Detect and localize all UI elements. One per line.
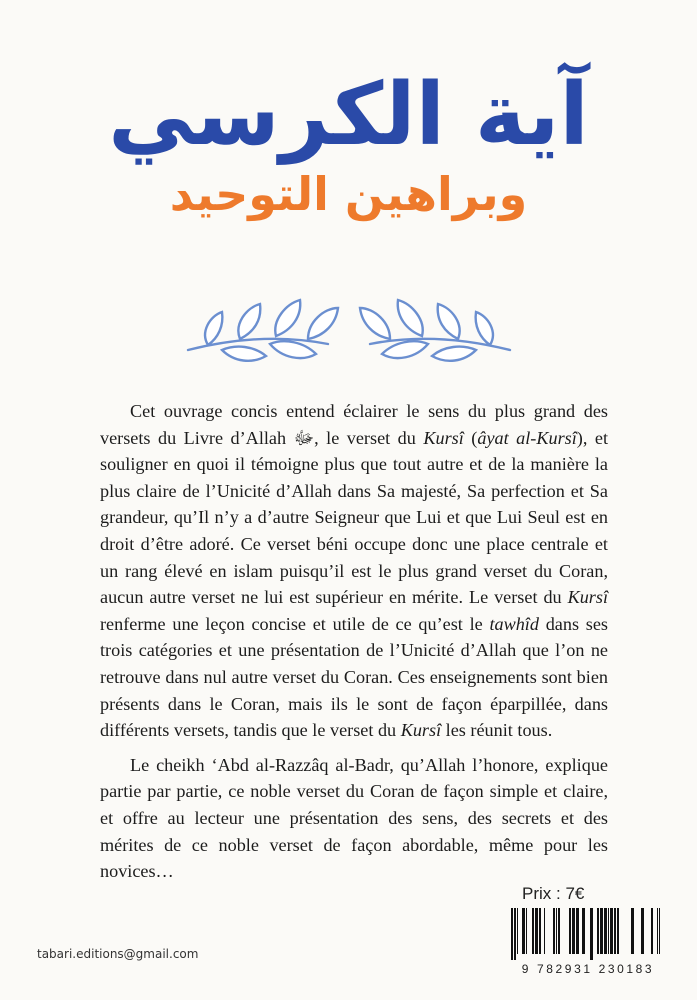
barcode-bar	[590, 908, 593, 960]
italic-term: Kursî	[400, 720, 442, 741]
barcode-icon	[507, 908, 669, 960]
barcode-bar	[641, 908, 644, 954]
barcode-bar	[659, 908, 660, 954]
barcode-bar	[526, 908, 527, 954]
isbn-number: 9 782931 230183	[521, 962, 655, 976]
text-segment: (	[463, 427, 478, 448]
barcode-bar	[576, 908, 579, 954]
barcode-bar	[600, 908, 603, 954]
barcode-bar	[569, 908, 571, 954]
text-segment: ), et souligner en quoi il témoigne plus que tout autre et de la manière la plus claire de l’Unicité d’Allah dans Sa majesté, Sa perfection et Sa grandeur, qu’Il n’y a d’autre Seigneur que Lui et que Lui Seul est en droit d’être adoré. Ce verset béni occupe donc une place centrale et un rang élevé en islam puisqu’il est le plus grand verset du Coran, aucun autre verset ne lui est supérieur en mérite. Le verset du	[100, 427, 608, 608]
barcode-bar	[514, 908, 516, 960]
description-paragraph-2: Le cheikh ‘Abd al-Razzâq al-Badr, qu’Allah l’honore, explique partie par partie, ce noble verset du Coran de façon simple et claire, et offre au lecteur une présentation des sens, des secrets et des mérites de ce noble verset de façon abordable, même pour les novices…	[100, 754, 608, 882]
back-cover-description	[100, 398, 608, 893]
arabic-subtitle: وبراهين التوحيد	[169, 167, 528, 221]
barcode-bar	[631, 908, 634, 954]
barcode-bar	[558, 908, 560, 954]
barcode-bar	[556, 908, 557, 954]
text-segment: ﷻ	[293, 427, 315, 448]
barcode-bar	[617, 908, 619, 954]
barcode-bar	[532, 908, 534, 954]
cover-title	[0, 40, 697, 224]
barcode-bar	[553, 908, 555, 954]
description-paragraph-1	[100, 398, 608, 744]
text-segment: Cet ouvrage concis entend éclairer le sens du plus grand des versets du Livre d’Allah	[100, 401, 608, 448]
italic-term: âyat al-Kursî	[477, 427, 577, 448]
italic-term: Kursî	[567, 587, 608, 608]
text-segment: , le verset du	[314, 427, 424, 448]
text-segment: dans ses trois catégories et une présentation de l’Unicité d’Allah que l’on ne retrouve dans nul autre verset du Coran. Ces enseignements sont bien présents dans le Coran, mais ils le sont de façon éparpillée, dans différents versets, tandis que le verset du	[100, 613, 608, 741]
barcode-bar	[604, 908, 607, 954]
barcode-bar	[511, 908, 513, 960]
italic-term: tawhîd	[489, 613, 539, 634]
barcode-bar	[544, 908, 545, 954]
laurel-branches-icon	[178, 292, 520, 372]
barcode-bar	[597, 908, 599, 954]
text-segment: les réunit tous.	[441, 720, 553, 741]
barcode-bar	[610, 908, 613, 954]
price-label: Prix : 7€	[522, 884, 585, 903]
barcode-bar	[582, 908, 585, 954]
barcode-bar	[539, 908, 541, 954]
barcode-bar	[517, 908, 518, 954]
arabic-title: آية الكرسي	[108, 65, 589, 165]
barcode-bar	[608, 908, 609, 954]
barcode-bar	[572, 908, 575, 954]
barcode-bar	[651, 908, 653, 954]
barcode-bar	[657, 908, 658, 954]
barcode-bar	[522, 908, 525, 954]
text-segment: renferme une leçon concise et utile de ce qu’est le	[100, 613, 490, 634]
barcode-bar	[535, 908, 538, 954]
italic-term: Kursî	[423, 427, 464, 448]
barcode-bar	[614, 908, 616, 954]
publisher-email: tabari.editions@gmail.com	[37, 947, 199, 961]
